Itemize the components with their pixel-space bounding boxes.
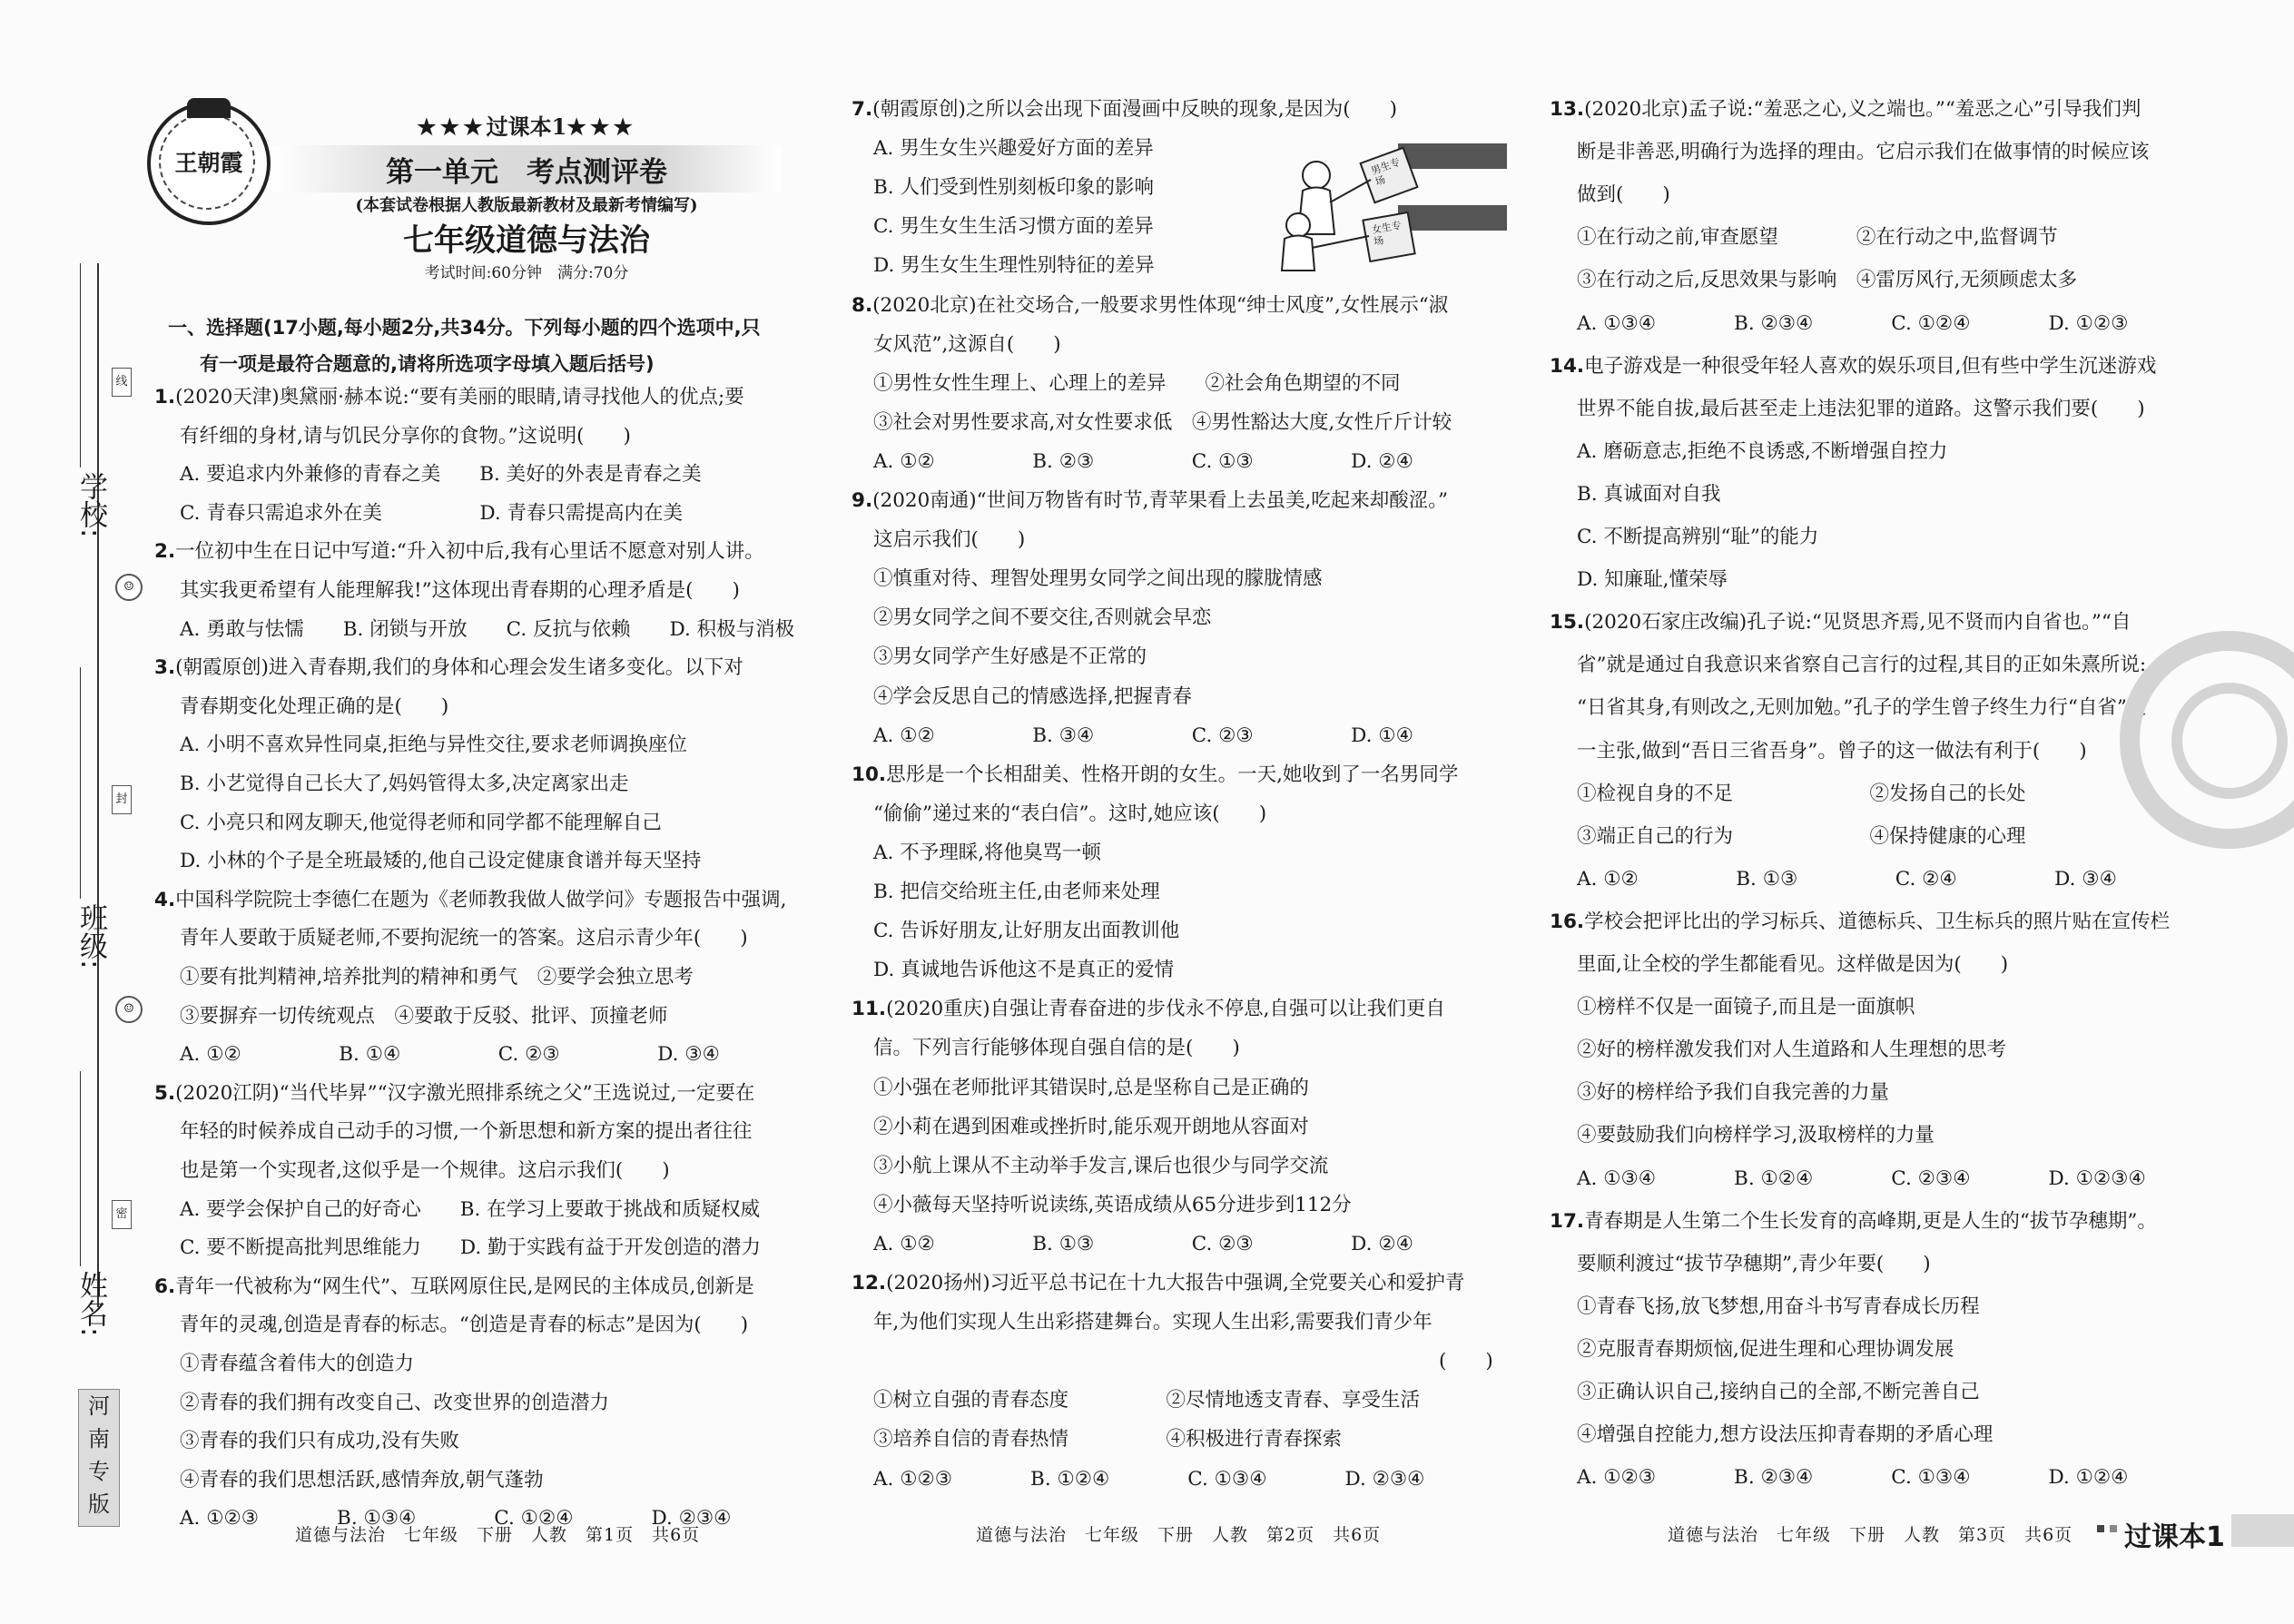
compile-note: (本套试卷根据人教版最新教材及最新考情编写) xyxy=(355,196,698,215)
question-line: ③端正自己的行为 ④保持健康的心理 xyxy=(1577,824,2026,848)
footer-page-3: 道德与法治 七年级 下册 人教 第3页 共6页 xyxy=(1668,1525,2073,1545)
question-line: 青年的灵魂,创造是青春的标志。“创造是青春的标志”是因为( ) xyxy=(180,1314,749,1337)
exam-info: 考试时间:60分钟 满分:70分 xyxy=(424,264,629,282)
question-stem-line xyxy=(852,96,1397,123)
question-stem-line xyxy=(154,1080,754,1107)
question-line: A. ①③④ B. ②③④ C. ①②④ D. ①②③ xyxy=(1577,311,2129,335)
question-line: ④要鼓励我们向榜样学习,汲取榜样的力量 xyxy=(1577,1124,1935,1147)
question-line: B. 把信交给班主任,由老师来处理 xyxy=(873,881,1160,903)
question-line: ①男性女性生理上、心理上的差异 ②社会角色期望的不同 xyxy=(873,371,1401,395)
binding-mark-seal: 封 xyxy=(112,785,132,814)
question-stem-line xyxy=(852,996,1445,1023)
question-text: (2020扬州)习近平总书记在十九大报告中强调,全党要关心和爱护青 xyxy=(886,1272,1465,1294)
class-field[interactable] xyxy=(80,667,81,899)
question-text: (朝霞原创)进入青春期,我们的身体和心理会发生诸多变化。以下对 xyxy=(175,656,743,680)
question-number: 13. xyxy=(1550,98,1585,121)
question-line: B. 真诚面对自我 xyxy=(1577,482,1721,506)
question-stem-line xyxy=(852,487,1448,515)
question-stem-line xyxy=(154,655,743,682)
question-line: ( ) xyxy=(1439,1350,1493,1373)
school-label: 学校: xyxy=(74,472,107,538)
question-text: 青年一代被称为“网生代”、互联网原住民,是网民的主体成员,创新是 xyxy=(175,1275,754,1298)
question-line: A. ①② B. ①③ C. ②③ D. ②④ xyxy=(873,1232,1413,1255)
comic-svg xyxy=(1271,134,1507,280)
question-text: (2020重庆)自强让青春奋进的步伐永不停息,自强可以让我们更自 xyxy=(886,998,1445,1021)
question-text: (朝霞原创)之所以会出现下面漫画中反映的现象,是因为( ) xyxy=(872,98,1398,121)
question-text: 青春期是人生第二个生长发育的高峰期,更是人生的“拔节孕穗期”。 xyxy=(1584,1209,2157,1233)
question-line: 信。下列言行能够体现自强自信的是( ) xyxy=(873,1037,1240,1060)
question-number: 7. xyxy=(852,98,873,121)
question-line: ④增强自控能力,想方设法压抑青春期的矛盾心理 xyxy=(1577,1423,1994,1447)
question-number: 6. xyxy=(154,1275,176,1298)
question-number: 17. xyxy=(1550,1209,1585,1233)
question-text: (2020北京)孟子说:“羞恶之心,义之端也。”“羞恶之心”引导我们判 xyxy=(1584,98,2141,121)
comic-sign-girls: 女生专场 xyxy=(1371,219,1403,248)
question-text: 学校会把评比出的学习标兵、道德标兵、卫生标兵的照片贴在宣传栏 xyxy=(1584,910,2171,933)
question-number: 8. xyxy=(852,293,873,317)
binding-mark-dense: 密 xyxy=(112,1200,132,1229)
question-line: 其实我更希望有人能理解我!”这体现出青春期的心理矛盾是( ) xyxy=(180,579,740,602)
question-line: ①青春蕴含着伟大的创造力 xyxy=(180,1353,415,1375)
question-text: 电子游戏是一种很受年轻人喜欢的娱乐项目,但有些中学生沉迷游戏 xyxy=(1584,354,2157,378)
question-text: (2020石家庄改编)孔子说:“见贤思齐焉,见不贤而内自省也。”“自 xyxy=(1584,611,2132,635)
crown-icon xyxy=(187,98,231,118)
question-line: B. 人们受到性别刻板印象的影响 xyxy=(873,176,1154,200)
question-line: ③青春的我们只有成功,没有失败 xyxy=(180,1430,459,1453)
name-field[interactable] xyxy=(80,1071,81,1266)
question-number: 12. xyxy=(852,1272,887,1294)
footer-page-2: 道德与法治 七年级 下册 人教 第2页 共6页 xyxy=(976,1525,1382,1545)
section-heading-cont: 有一项是最符合题意的,请将所选项字母填入题后括号) xyxy=(200,353,655,375)
question-number: 3. xyxy=(154,656,176,680)
footer-dot xyxy=(2110,1525,2117,1532)
question-number: 14. xyxy=(1550,354,1585,378)
footer-band xyxy=(2231,1514,2294,1547)
question-stem-line xyxy=(1550,909,2170,936)
question-line: C. 青春只需追求外在美 D. 青春只需提高内在美 xyxy=(180,501,683,525)
question-line: “日省其身,有则改之,无则加勉。”孔子的学生曾子终生力行“自省”这 xyxy=(1577,696,2147,720)
question-line: ②克服青春期烦恼,促进生理和心理协调发展 xyxy=(1577,1337,1954,1361)
question-line: 年轻的时候养成自己动手的习惯,一个新思想和新方案的提出者往往 xyxy=(180,1120,753,1144)
question-stem-line xyxy=(1550,1208,2157,1235)
question-line: A. ①②③ B. ②③④ C. ①③④ D. ①②④ xyxy=(1577,1466,2129,1490)
question-line: ③男女同学产生好感是不正常的 xyxy=(873,645,1147,669)
question-stem-line xyxy=(1550,353,2156,380)
question-line: ③好的榜样给予我们自我完善的力量 xyxy=(1577,1081,1890,1105)
question-line: ②好的榜样激发我们对人生道路和人生理想的思考 xyxy=(1577,1038,2007,1062)
question-line: ②小莉在遇到困难或挫折时,能乐观开朗地从容面对 xyxy=(873,1115,1309,1138)
question-line: A. ①③④ B. ①②④ C. ②③④ D. ①②③④ xyxy=(1577,1166,2146,1190)
question-number: 4. xyxy=(154,888,176,911)
question-text: 思彤是一个长相甜美、性格开朗的女生。一天,她收到了一名男同学 xyxy=(886,763,1459,786)
question-stem-line xyxy=(852,1270,1464,1297)
comic-sign-boys: 男生专场 xyxy=(1369,155,1403,189)
question-line: 省”就是通过自我意识来省察自己言行的过程,其目的正如朱熹所说: xyxy=(1577,654,2147,677)
question-line: 这启示我们( ) xyxy=(873,528,1026,552)
question-line: ③正确认识自己,接纳自己的全部,不断完善自己 xyxy=(1577,1381,1980,1403)
question-line: 女风范”,这源自( ) xyxy=(873,332,1061,356)
question-line: ①小强在老师批评其错误时,总是坚称自己是正确的 xyxy=(873,1076,1309,1099)
question-line: ③在行动之后,反思效果与影响 ④雷厉风行,无须顾虑太多 xyxy=(1577,269,2078,292)
question-number: 1. xyxy=(154,386,176,408)
logo-seal xyxy=(147,102,271,225)
question-text: (2020天津)奥黛丽·赫本说:“要有美丽的眼睛,请寻找他人的优点;要 xyxy=(175,386,744,408)
question-line: ①榜样不仅是一面镜子,而且是一面旗帜 xyxy=(1577,996,1915,1019)
question-line: A. ①②③ B. ①③④ C. ①②④ D. ②③④ xyxy=(180,1507,732,1530)
question-line: 世界不能自拔,最后甚至走上违法犯罪的道路。这警示我们要( ) xyxy=(1577,397,2145,420)
question-stem-line xyxy=(154,538,764,566)
question-line: ③要摒弃一切传统观点 ④要敢于反驳、批评、顶撞老师 xyxy=(180,1004,668,1028)
question-line: D. 知廉耻,懂荣辱 xyxy=(1577,568,1728,592)
question-stem-line xyxy=(852,292,1448,320)
school-field[interactable] xyxy=(80,263,81,468)
question-line: B. 小艺觉得自己长大了,妈妈管得太多,决定离家出走 xyxy=(180,773,629,795)
question-line: 年,为他们实现人生出彩搭建舞台。实现人生出彩,需要我们青少年 xyxy=(873,1311,1433,1334)
question-line: C. 男生女生生活习惯方面的差异 xyxy=(873,215,1154,239)
question-line: ①要有批判精神,培养批判的精神和勇气 ②要学会独立思考 xyxy=(180,966,694,989)
question-line: 断是非善恶,明确行为选择的理由。它启示我们在做事情的时候应该 xyxy=(1577,141,2150,164)
question-line: “偷偷”递过来的“表白信”。这时,她应该( ) xyxy=(873,802,1267,825)
name-label: 姓名: xyxy=(74,1271,107,1337)
logo-text: 王朝霞 xyxy=(174,150,243,176)
question-text: 一位初中生在日记中写道:“升入初中后,我有心里话不愿意对别人讲。 xyxy=(175,540,764,564)
question-line: A. 磨砺意志,拒绝不良诱惑,不断增强自控力 xyxy=(1577,439,1948,463)
question-line: 要顺利渡过“拔节孕穗期”,青少年要( ) xyxy=(1577,1252,1931,1275)
footer-dot xyxy=(2097,1525,2104,1532)
question-line: ④学会反思自己的情感选择,把握青春 xyxy=(873,684,1192,708)
question-line: ④青春的我们思想活跃,感情奔放,朝气蓬勃 xyxy=(180,1468,544,1491)
question-line: ②青春的我们拥有改变自己、改变世界的创造潜力 xyxy=(180,1391,610,1414)
question-line: 青年人要敢于质疑老师,不要拘泥统一的答案。这启示青少年( ) xyxy=(180,927,748,950)
question-line: A. ①②③ B. ①②④ C. ①③④ D. ②③④ xyxy=(873,1467,1425,1491)
question-line: ①慎重对待、理智处理男女同学之间出现的朦胧情感 xyxy=(873,567,1323,591)
question-number: 9. xyxy=(852,489,873,512)
question-line: A. ①② B. ①③ C. ②④ D. ③④ xyxy=(1577,867,2117,891)
question-line: ④小薇每天坚持听说读练,英语成绩从65分进步到112分 xyxy=(873,1193,1352,1216)
question-line: A. 男生女生兴趣爱好方面的差异 xyxy=(873,137,1154,161)
question-line: ①在行动之前,审查愿望 ②在行动之中,监督调节 xyxy=(1577,226,2058,250)
question-line: D. 小林的个子是全班最矮的,他自己设定健康食谱并每天坚持 xyxy=(180,850,702,873)
question-line: ③社会对男性要求高,对女性要求低 ④男性豁达大度,女性斤斤计较 xyxy=(873,410,1452,434)
question-line: ①青春飞扬,放飞梦想,用奋斗书写青春成长历程 xyxy=(1577,1294,1980,1318)
question-line: ①树立自强的青春态度 ②尽情地透支青春、享受生活 xyxy=(873,1389,1421,1412)
unit-title: 第一单元 考点测评卷 xyxy=(386,156,667,189)
question-text: (2020江阴)“当代毕昇”“汉字激光照排系统之父”王选说过,一定要在 xyxy=(175,1081,755,1105)
question-line: 做到( ) xyxy=(1577,183,1670,207)
question-stem-line xyxy=(154,384,744,411)
question-text: (2020北京)在社交场合,一般要求男性体现“绅士风度”,女性展示“淑 xyxy=(872,293,1449,317)
question-text: (2020南通)“世间万物皆有时节,青苹果看上去虽美,吃起来却酸涩。” xyxy=(872,489,1449,512)
punch-hole-icon: ☺ xyxy=(115,996,143,1023)
punch-hole-icon: ☺ xyxy=(115,574,143,601)
question-stem-line xyxy=(1550,96,2141,123)
question-line: A. ①② B. ②③ C. ①③ D. ②④ xyxy=(873,449,1413,473)
question-line: D. 男生女生生理性别特征的差异 xyxy=(873,254,1155,278)
question-line: C. 不断提高辨别“耻”的能力 xyxy=(1577,526,1819,548)
question-line: A. 勇敢与怯懦 B. 闭锁与开放 C. 反抗与依赖 D. 积极与消极 xyxy=(180,617,795,641)
question-stem-line xyxy=(1550,609,2131,636)
series-title: ★★★过课本1★★★ xyxy=(417,113,636,140)
question-stem-line xyxy=(154,887,786,914)
class-label: 班级: xyxy=(74,903,107,969)
question-line: ②男女同学之间不要交往,否则就会早恋 xyxy=(873,606,1212,630)
binding-mark-line: 线 xyxy=(112,368,132,397)
question-number: 15. xyxy=(1550,611,1585,635)
subject-title: 七年级道德与法治 xyxy=(403,222,650,259)
question-line: C. 告诉好朋友,让好朋友出面教训他 xyxy=(873,920,1180,943)
section-heading: 一、选择题(17小题,每小题2分,共34分。下列每小题的四个选项中,只 xyxy=(168,317,761,339)
question-number: 10. xyxy=(852,763,887,786)
question-line: C. 要不断提高批判思维能力 D. 勤于实践有益于开发创造的潜力 xyxy=(180,1236,761,1260)
question-line: A. ①② B. ③④ C. ②③ D. ①④ xyxy=(873,723,1413,747)
question-line: 一主张,做到“吾日三省吾身”。曾子的这一做法有利于( ) xyxy=(1577,739,2087,763)
question-stem-line xyxy=(852,762,1458,789)
question-line: 也是第一个实现者,这似乎是一个规律。这启示我们( ) xyxy=(180,1159,670,1182)
question-number: 5. xyxy=(154,1081,176,1105)
question-line: D. 真诚地告诉他这不是真正的爱情 xyxy=(873,959,1175,982)
question-number: 2. xyxy=(154,540,176,564)
edition-badge: 河 南 专 版 xyxy=(78,1389,120,1527)
question-line: A. ①② B. ①④ C. ②③ D. ③④ xyxy=(180,1043,720,1067)
question-number: 16. xyxy=(1550,910,1585,933)
question-line: 有纤细的身材,请与饥民分享你的食物。”这说明( ) xyxy=(180,424,631,448)
question-line: A. 要学会保护自己的好奇心 B. 在学习上要敢于挑战和质疑权威 xyxy=(180,1197,761,1221)
question-line: 里面,让全校的学生都能看见。这样做是因为( ) xyxy=(1577,953,2009,976)
question-line: A. 要追求内外兼修的青春之美 B. 美好的外表是青春之美 xyxy=(180,463,702,487)
footer-page-1: 道德与法治 七年级 下册 人教 第1页 共6页 xyxy=(295,1525,701,1545)
question-line: A. 不予理睬,将他臭骂一顿 xyxy=(873,841,1102,864)
question-line: ③培养自信的青春热情 ④积极进行青春探索 xyxy=(873,1428,1343,1452)
question-line: ③小航上课从不主动举手发言,课后也很少与同学交流 xyxy=(873,1154,1329,1177)
binding-line xyxy=(97,263,99,1307)
question-line: ①检视自身的不足 ②发扬自己的长处 xyxy=(1577,782,2026,805)
question-line: 青春期变化处理正确的是( ) xyxy=(180,694,449,718)
question-number: 11. xyxy=(852,998,887,1021)
question-line: C. 小亮只和网友聊天,他觉得老师和同学都不能理解自己 xyxy=(180,811,662,834)
footer-brand: 过课本1 xyxy=(2124,1521,2225,1553)
question-text: 中国科学院院士李德仁在题为《老师教我做人做学问》专题报告中强调, xyxy=(175,888,787,911)
question-stem-line xyxy=(154,1274,754,1301)
question-line: A. 小明不喜欢异性同桌,拒绝与异性交往,要求老师调换座位 xyxy=(180,733,687,757)
